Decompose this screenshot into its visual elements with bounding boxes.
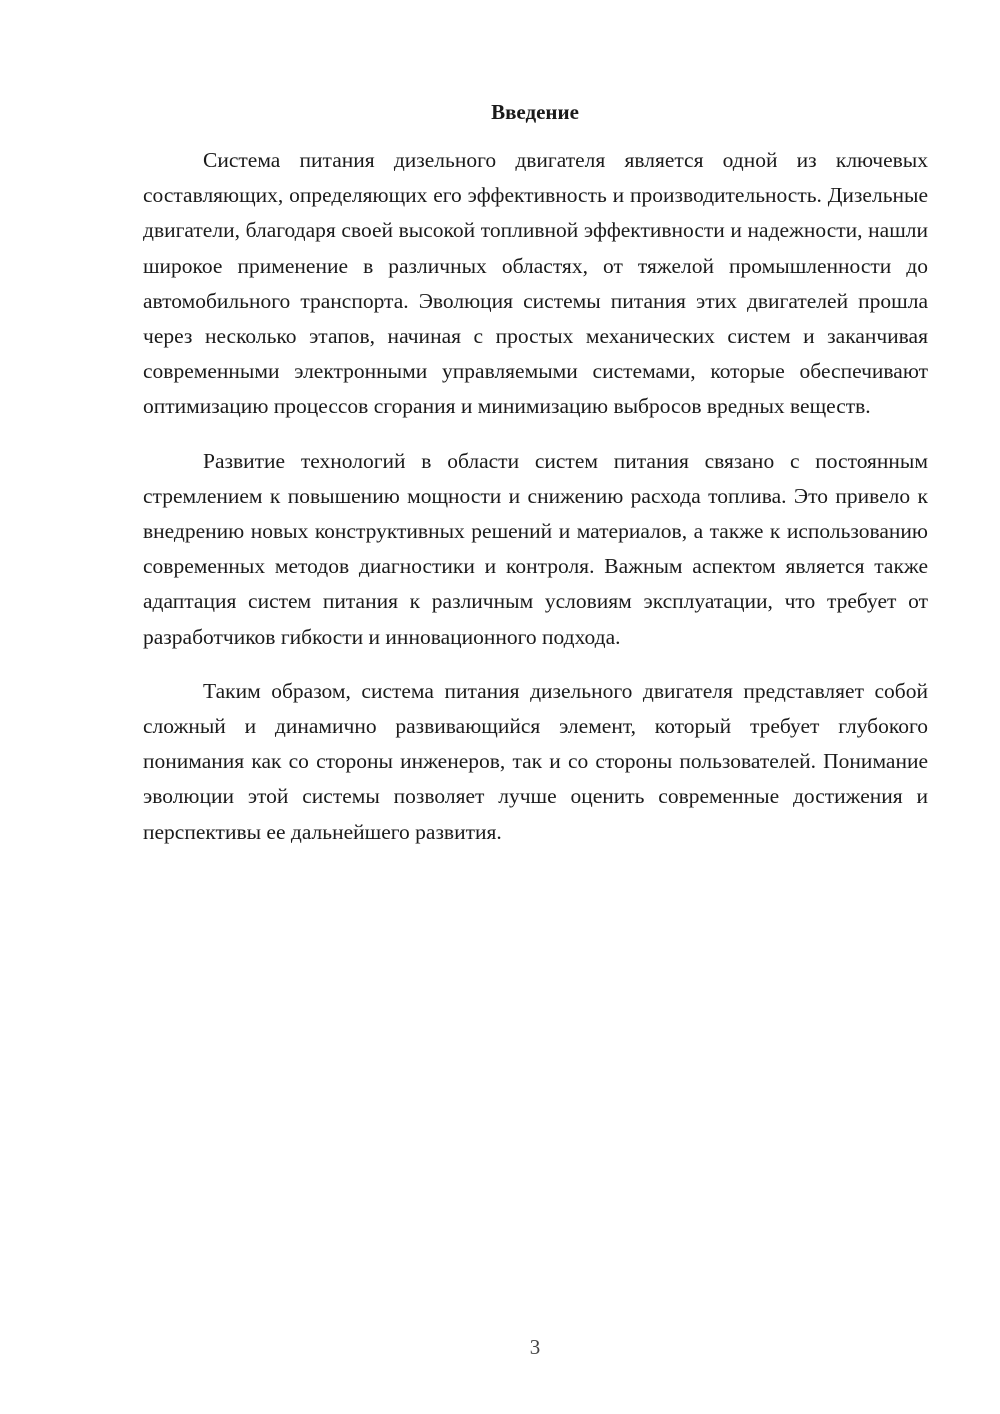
paragraph-3: Таким образом, система питания дизельного двигателя представляет собой сложный и динамично развивающийся элемент, который требует глубокого понимания как со стороны инженеров, так и со стороны пользователей. Понимание эволюции этой системы позволяет лучше оценить современные достижения и перспективы ее дальнейшего развития. <box>143 678 928 844</box>
page-number: 3 <box>529 1335 541 1359</box>
paragraph-2: Развитие технологий в области систем питания связано с постоянным стремлением к повышению мощности и снижению расхода топлива. Это привело к внедрению новых конструктивных решений и материалов, а также к использованию современных методов диагностики и контроля. Важным аспектом является также адаптация систем питания к различным условиям эксплуатации, что требует от разработчиков гибкости и инновационного подхода. <box>143 448 928 649</box>
paragraph-1: Система питания дизельного двигателя является одной из ключевых составляющих, определяющих его эффективность и производительность. Дизельные двигатели, благодаря своей высокой топливной эффективности и надежности, нашли широкое применение в различных областях, от тяжелой промышленности до автомобильного транспорта. Эволюция системы питания этих двигателей прошла через несколько этапов, начиная с простых механических систем и заканчивая современными электронными управляемыми системами, которые обеспечивают оптимизацию процессов сгорания и минимизацию выбросов вредных веществ. <box>143 148 928 419</box>
body-text <box>143 143 928 869</box>
section-heading: Введение <box>491 100 579 124</box>
